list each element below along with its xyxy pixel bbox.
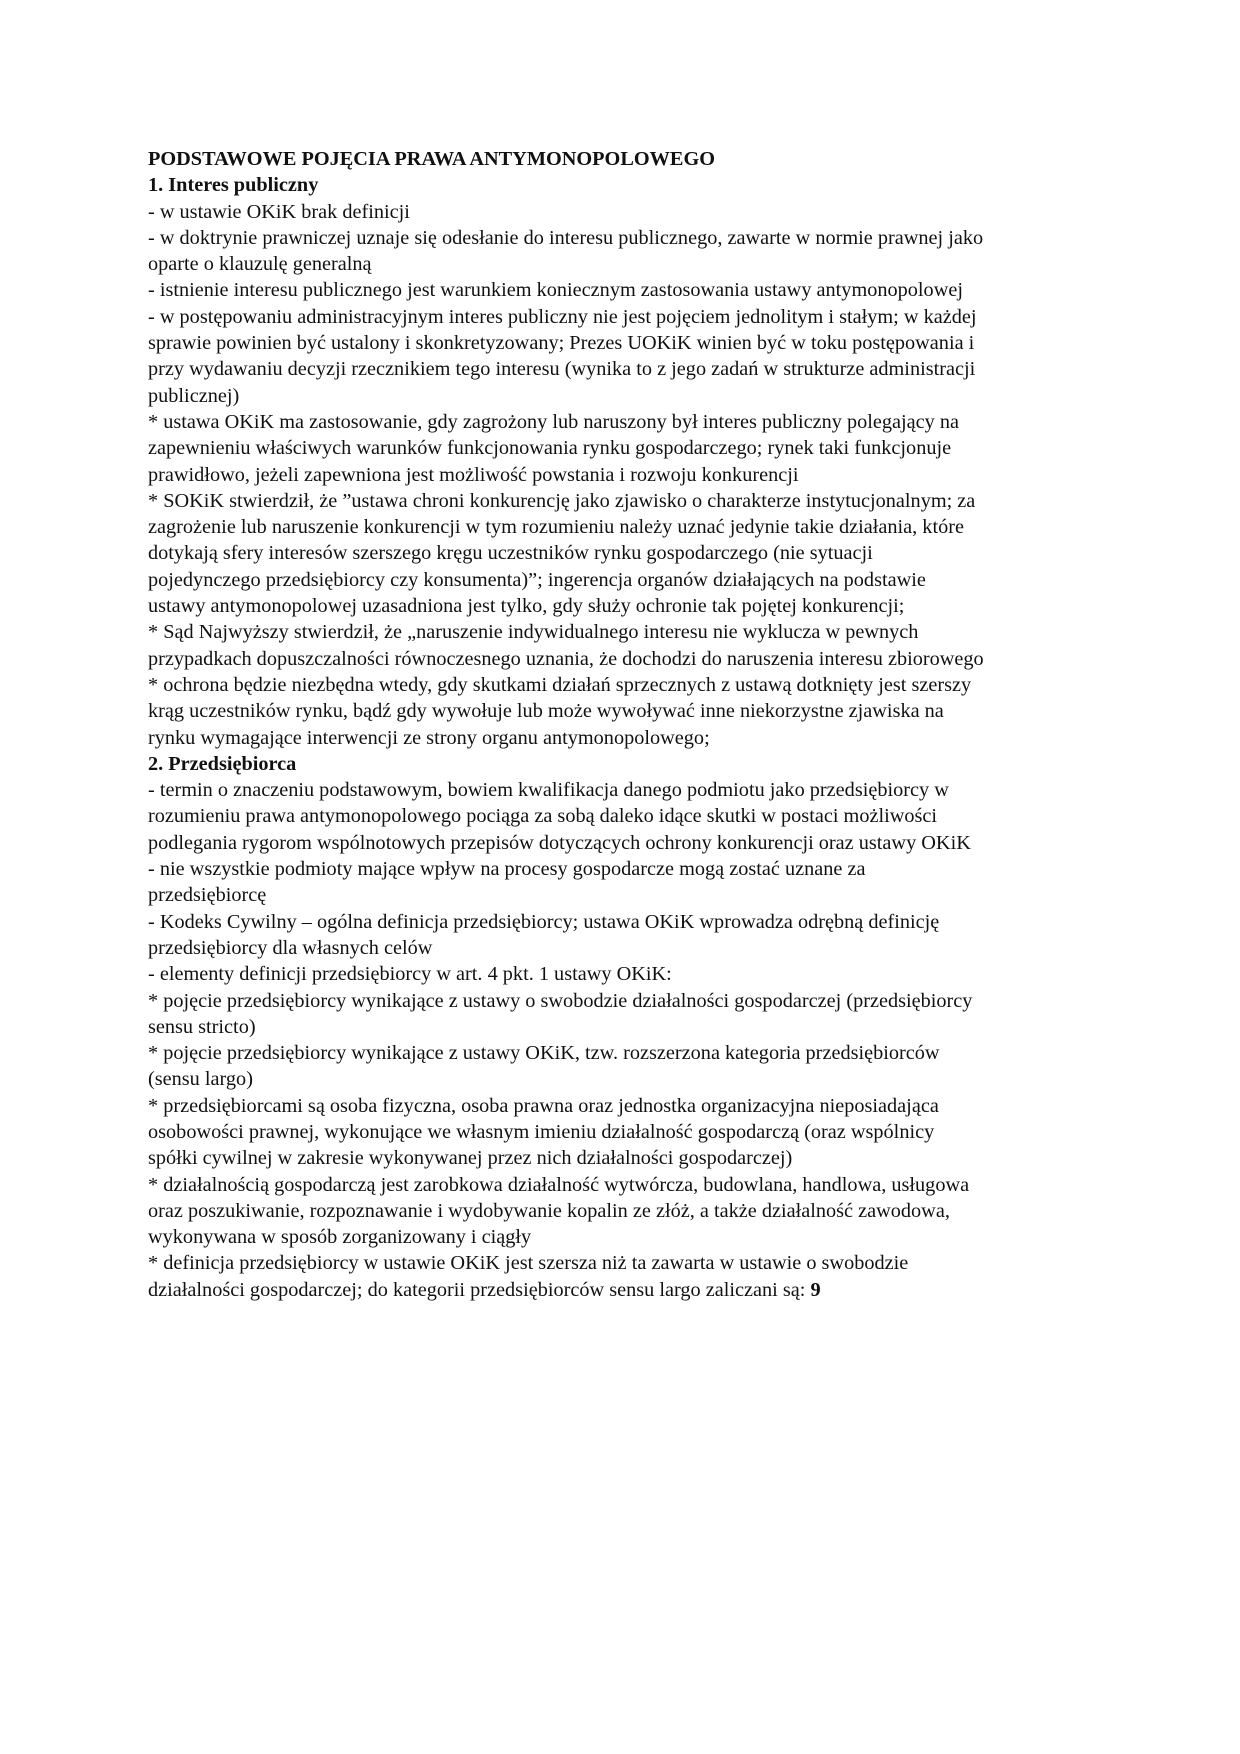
text-line: publicznej) — [148, 384, 240, 407]
text-line: - elementy definicji przedsiębiorcy w art. 4 pkt. 1 ustawy OKiK: — [148, 963, 672, 986]
text-line: sensu stricto) — [148, 1015, 256, 1038]
text-line: krąg uczestników rynku, bądź gdy wywołuje lub może wywoływać inne niekorzystne zjawiska na — [148, 700, 944, 723]
text-line: sprawie powinien być ustalony i skonkretyzowany; Prezes UOKiK winien być w toku postępowania i — [148, 332, 975, 355]
text-line: * Sąd Najwyższy stwierdził, że „naruszenie indywidualnego interesu nie wyklucza w pewnych — [148, 621, 919, 644]
text-line: dotykają sfery interesów szerszego kręgu uczestników rynku gospodarczego (nie sytuacji — [148, 542, 873, 565]
text-line: * pojęcie przedsiębiorcy wynikające z ustawy o swobodzie działalności gospodarczej (przedsiębiorcy — [148, 989, 973, 1012]
text-line: przedsiębiorcę — [148, 884, 267, 907]
text-line: oparte o klauzulę generalną — [148, 253, 372, 276]
text-line: - Kodeks Cywilny – ogólna definicja przedsiębiorcy; ustawa OKiK wprowadza odrębną definicję — [148, 910, 940, 933]
section-body-przedsiebiorca — [148, 777, 1098, 1303]
text-line: rynku wymagające interwencji ze strony organu antymonopolowego; — [148, 726, 710, 749]
text-line: przypadkach dopuszczalności równoczesnego uznania, że dochodzi do naruszenia interesu zbiorowego — [148, 647, 984, 670]
section-body-interes-publiczny — [148, 199, 1098, 751]
text-line: * ochrona będzie niezbędna wtedy, gdy skutkami działań sprzecznych z ustawą dotknięty jest szerszy — [148, 673, 972, 696]
text-line: zapewnieniu właściwych warunków funkcjonowania rynku gospodarczego; rynek taki funkcjonuje — [148, 437, 952, 460]
text-line: * SOKiK stwierdził, że ”ustawa chroni konkurencję jako zjawisko o charakterze instytucjonalnym; za — [148, 489, 976, 512]
text-line: spółki cywilnej w zakresie wykonywanej przez nich działalności gospodarczej) — [148, 1147, 793, 1170]
section-heading-interes-publiczny: 1. Interes publiczny — [148, 174, 319, 197]
text-line: - nie wszystkie podmioty mające wpływ na procesy gospodarcze mogą zostać uznane za — [148, 858, 866, 881]
document-title: PODSTAWOWE POJĘCIA PRAWA ANTYMONOPOLOWEGO — [148, 148, 715, 170]
text-line: (sensu largo) — [148, 1068, 253, 1091]
text-line: pojedynczego przedsiębiorcy czy konsumenta)”; ingerencja organów działających na podstawie — [148, 568, 926, 591]
text-line: wykonywana w sposób zorganizowany i ciągły — [148, 1226, 532, 1249]
text-line: * definicja przedsiębiorcy w ustawie OKiK jest szersza niż ta zawarta w ustawie o swobodzie — [148, 1252, 909, 1275]
last-line-text: działalności gospodarczej; do kategorii przedsiębiorców sensu largo zaliczani są: — [148, 1278, 811, 1301]
text-line: - istnienie interesu publicznego jest warunkiem koniecznym zastosowania ustawy antymonopolowej — [148, 279, 963, 302]
text-line: zagrożenie lub naruszenie konkurencji w tym rozumieniu należy uznać jedynie takie działania, które — [148, 516, 964, 539]
text-line: - termin o znaczeniu podstawowym, bowiem kwalifikacja danego podmiotu jako przedsiębiorcy w — [148, 779, 949, 802]
text-line: * ustawa OKiK ma zastosowanie, gdy zagrożony lub naruszony był interes publiczny polegający na — [148, 410, 960, 433]
text-line: * pojęcie przedsiębiorcy wynikające z ustawy OKiK, tzw. rozszerzona kategoria przedsiębiorców — [148, 1042, 940, 1065]
text-line: - w doktrynie prawniczej uznaje się odesłanie do interesu publicznego, zawarte w normie prawnej jako — [148, 226, 984, 249]
text-line: przedsiębiorcy dla własnych celów — [148, 936, 433, 959]
text-line: * przedsiębiorcami są osoba fizyczna, osoba prawna oraz jednostka organizacyjna nieposiadająca — [148, 1094, 939, 1117]
text-line: - w postępowaniu administracyjnym interes publiczny nie jest pojęciem jednolitym i stałym; w każdej — [148, 305, 977, 328]
trailing-number: 9 — [810, 1278, 821, 1301]
last-text-line — [148, 1277, 1098, 1303]
text-line: ustawy antymonopolowej uzasadniona jest tylko, gdy służy ochronie tak pojętej konkurencji; — [148, 595, 905, 618]
document-page — [148, 146, 1098, 1303]
text-line: - w ustawie OKiK brak definicji — [148, 200, 410, 223]
text-line: prawidłowo, jeżeli zapewniona jest możliwość powstania i rozwoju konkurencji — [148, 463, 799, 486]
text-line: rozumieniu prawa antymonopolowego pociąga za sobą daleko idące skutki w postaci możliwości — [148, 805, 938, 828]
text-line: oraz poszukiwanie, rozpoznawanie i wydobywanie kopalin ze złóż, a także działalność zawodowa, — [148, 1199, 950, 1222]
text-line: przy wydawaniu decyzji rzecznikiem tego interesu (wynika to z jego zadań w strukturze administracji — [148, 358, 976, 381]
text-line: * działalnością gospodarczą jest zarobkowa działalność wytwórcza, budowlana, handlowa, usługowa — [148, 1173, 970, 1196]
text-line: podlegania rygorom wspólnotowych przepisów dotyczących ochrony konkurencji oraz ustawy OKiK — [148, 831, 971, 854]
section-heading-przedsiebiorca: 2. Przedsiębiorca — [148, 752, 297, 775]
text-line: osobowości prawnej, wykonujące we własnym imieniu działalność gospodarczą (oraz wspólnicy — [148, 1120, 935, 1143]
